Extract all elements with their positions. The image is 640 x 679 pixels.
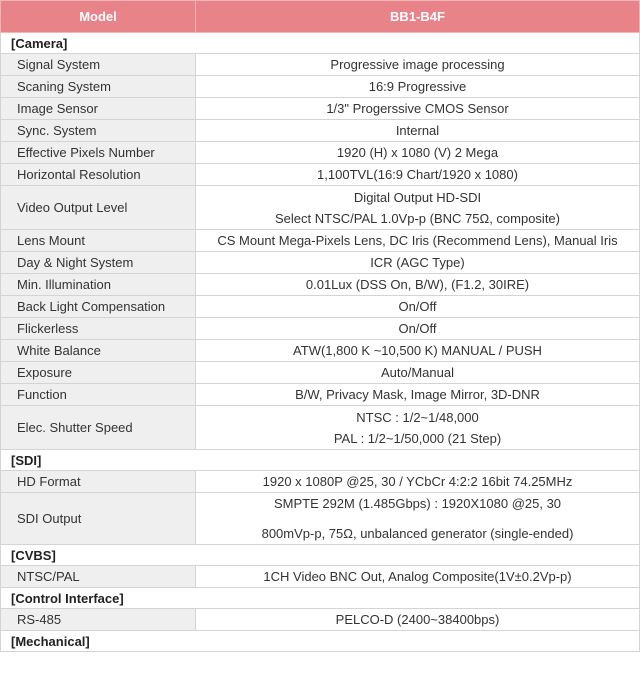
table-row	[1, 384, 640, 406]
row-label: Elec. Shutter Speed	[1, 406, 196, 450]
row-value-line: Select NTSC/PAL 1.0Vp-p (BNC 75Ω, composite)	[275, 210, 560, 226]
table-row	[1, 566, 640, 588]
row-label: Flickerless	[1, 318, 196, 340]
section-cvbs	[1, 545, 640, 566]
row-label: Exposure	[1, 362, 196, 384]
row-value-line: 800mVp-p, 75Ω, unbalanced generator (single-ended)	[261, 526, 574, 541]
table-row	[1, 609, 640, 631]
section-sdi	[1, 450, 640, 471]
section-title: [SDI]	[1, 450, 640, 471]
row-label: Back Light Compensation	[1, 296, 196, 318]
row-value: PELCO-D (2400~38400bps)	[196, 609, 640, 631]
row-value: 1920 x 1080P @25, 30 / YCbCr 4:2:2 16bit 74.25MHz	[196, 471, 640, 493]
model-header: Model	[1, 1, 196, 33]
table-row	[1, 120, 640, 142]
section-camera	[1, 33, 640, 54]
row-value-line: Digital Output HD-SDI	[353, 189, 482, 205]
row-value: ICR (AGC Type)	[196, 252, 640, 274]
row-label: NTSC/PAL	[1, 566, 196, 588]
row-label: Signal System	[1, 54, 196, 76]
row-label: HD Format	[1, 471, 196, 493]
row-value-line: NTSC : 1/2~1/48,000	[356, 409, 479, 425]
table-row	[1, 98, 640, 120]
row-value: 1,100TVL(16:9 Chart/1920 x 1080)	[196, 164, 640, 186]
table-row	[1, 296, 640, 318]
row-label: SDI Output	[1, 493, 196, 545]
section-control-interface	[1, 588, 640, 609]
row-label: Effective Pixels Number	[1, 142, 196, 164]
row-label: White Balance	[1, 340, 196, 362]
row-label: Min. Illumination	[1, 274, 196, 296]
row-value: CS Mount Mega-Pixels Lens, DC Iris (Recommend Lens), Manual Iris	[196, 230, 640, 252]
section-mechanical	[1, 631, 640, 652]
row-label: Image Sensor	[1, 98, 196, 120]
row-label: Scaning System	[1, 76, 196, 98]
row-label: Video Output Level	[1, 186, 196, 230]
row-label: Sync. System	[1, 120, 196, 142]
row-value: ATW(1,800 K ~10,500 K) MANUAL / PUSH	[196, 340, 640, 362]
table-row	[1, 164, 640, 186]
row-value: Internal	[196, 120, 640, 142]
row-value: Progressive image processing	[196, 54, 640, 76]
section-title: [Camera]	[1, 33, 640, 54]
table-row	[1, 252, 640, 274]
row-label: RS-485	[1, 609, 196, 631]
row-value: 1CH Video BNC Out, Analog Composite(1V±0.2Vp-p)	[196, 566, 640, 588]
table-row	[1, 318, 640, 340]
section-title: [Control Interface]	[1, 588, 640, 609]
row-value	[196, 186, 640, 230]
section-title: [Mechanical]	[1, 631, 640, 652]
row-value	[196, 493, 640, 545]
table-row	[1, 340, 640, 362]
table-row	[1, 362, 640, 384]
table-row	[1, 142, 640, 164]
row-value: B/W, Privacy Mask, Image Mirror, 3D-DNR	[196, 384, 640, 406]
row-value: 1/3" Progerssive CMOS Sensor	[196, 98, 640, 120]
table-row	[1, 230, 640, 252]
section-title: [CVBS]	[1, 545, 640, 566]
table-row	[1, 493, 640, 545]
row-value: On/Off	[196, 296, 640, 318]
table-header-row	[1, 1, 640, 33]
row-value	[196, 406, 640, 450]
row-label: Function	[1, 384, 196, 406]
table-row	[1, 76, 640, 98]
row-label: Lens Mount	[1, 230, 196, 252]
row-value-line: SMPTE 292M (1.485Gbps) : 1920X1080 @25, 30	[273, 496, 562, 511]
row-value-line: PAL : 1/2~1/50,000 (21 Step)	[333, 430, 502, 446]
row-label: Day & Night System	[1, 252, 196, 274]
row-value: Auto/Manual	[196, 362, 640, 384]
table-row	[1, 406, 640, 450]
table-row	[1, 186, 640, 230]
row-value: 0.01Lux (DSS On, B/W), (F1.2, 30IRE)	[196, 274, 640, 296]
model-name-header: BB1-B4F	[196, 1, 640, 33]
row-value: 16:9 Progressive	[196, 76, 640, 98]
row-value: 1920 (H) x 1080 (V) 2 Mega	[196, 142, 640, 164]
table-row	[1, 471, 640, 493]
row-value: On/Off	[196, 318, 640, 340]
table-row	[1, 54, 640, 76]
row-label: Horizontal Resolution	[1, 164, 196, 186]
table-row	[1, 274, 640, 296]
